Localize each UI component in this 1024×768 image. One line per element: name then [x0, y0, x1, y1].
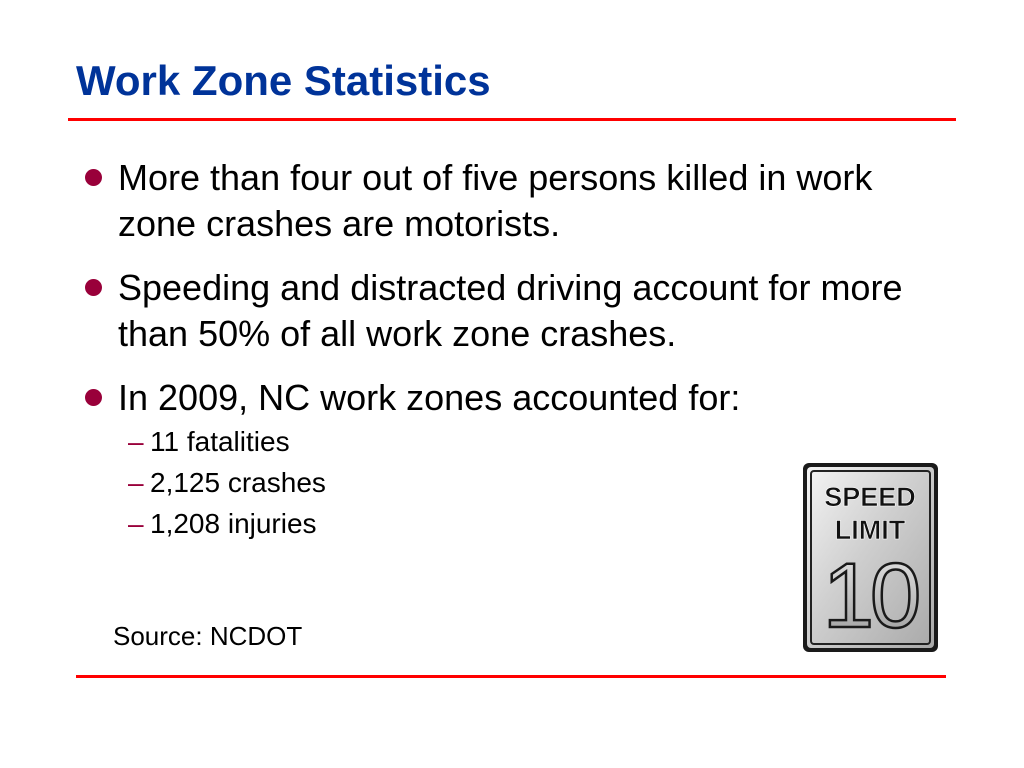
speed-limit-sign-icon — [802, 462, 939, 653]
bullet-dot-icon — [85, 279, 102, 296]
bullet-item — [80, 265, 960, 357]
bullet-dot-icon — [85, 169, 102, 186]
bullet-item — [80, 155, 960, 247]
sub-bullet-item — [128, 421, 960, 462]
bullet-text: In 2009, NC work zones accounted for: — [118, 377, 741, 418]
sub-bullet-text: 1,208 injuries — [150, 508, 317, 539]
dash-icon: – — [128, 426, 144, 457]
title-divider — [68, 118, 956, 121]
sub-bullet-text: 11 fatalities — [150, 426, 290, 457]
footer-divider — [76, 675, 946, 678]
sign-number: 10 — [822, 545, 918, 647]
bullet-text: Speeding and distracted driving account for more than 50% of all work zone crashes. — [118, 267, 903, 354]
sign-line-limit: LIMIT — [834, 515, 906, 545]
sub-bullet-text: 2,125 crashes — [150, 467, 326, 498]
source-note: Source: NCDOT — [113, 621, 303, 651]
bullet-dot-icon — [85, 389, 102, 406]
dash-icon: – — [128, 508, 144, 539]
dash-icon: – — [128, 467, 144, 498]
sign-line-speed: SPEED — [824, 482, 916, 512]
bullet-text: More than four out of five persons killed in work zone crashes are motorists. — [118, 157, 873, 244]
slide-title: Work Zone Statistics — [76, 57, 491, 104]
